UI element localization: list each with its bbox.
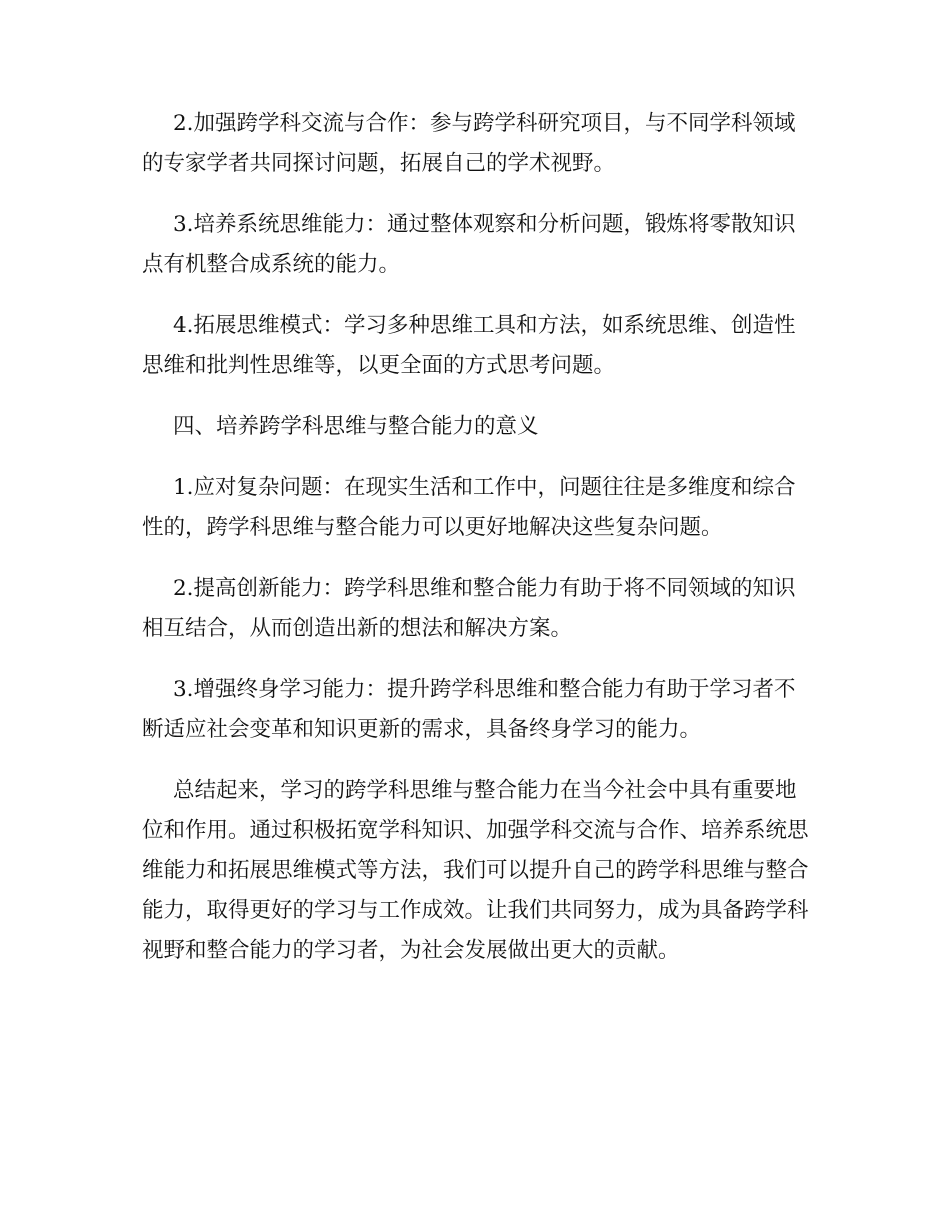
paragraph-lifelong-learning: 3.增强终身学习能力：提升跨学科思维和整合能力有助于学习者不断适应社会变革和知识更新的需求，具备终身学习的能力。 [142, 677, 796, 742]
paragraph-systems-thinking: 3.培养系统思维能力：通过整体观察和分析问题，锻炼将零散知识点有机整合成系统的能力。 [142, 212, 796, 277]
paragraph-complex-problems: 1.应对复杂问题：在现实生活和工作中，问题往往是多维度和综合性的，跨学科思维与整合能力可以更好地解决这些复杂问题。 [142, 475, 796, 540]
document-body [142, 104, 810, 992]
paragraph-thinking-modes: 4.拓展思维模式：学习多种思维工具和方法，如系统思维、创造性思维和批判性思维等，以更全面的方式思考问题。 [142, 313, 796, 378]
section-heading-significance: 四、培养跨学科思维与整合能力的意义 [173, 414, 539, 439]
paragraph-innovation: 2.提高创新能力：跨学科思维和整合能力有助于将不同领域的知识相互结合，从而创造出新的想法和解决方案。 [142, 576, 796, 641]
paragraph-conclusion: 总结起来，学习的跨学科思维与整合能力在当今社会中具有重要地位和作用。通过积极拓宽学科知识、加强学科交流与合作、培养系统思维能力和拓展思维模式等方法，我们可以提升自己的跨学科思维与整合能力，取得更好的学习与工作成效。让我们共同努力，成为具备跨学科视野和整合能力的学习者，为社会发展做出更大的贡献。 [142, 778, 809, 963]
paragraph-strengthen-exchange: 2.加强跨学科交流与合作：参与跨学科研究项目，与不同学科领域的专家学者共同探讨问题，拓展自己的学术视野。 [142, 111, 796, 176]
